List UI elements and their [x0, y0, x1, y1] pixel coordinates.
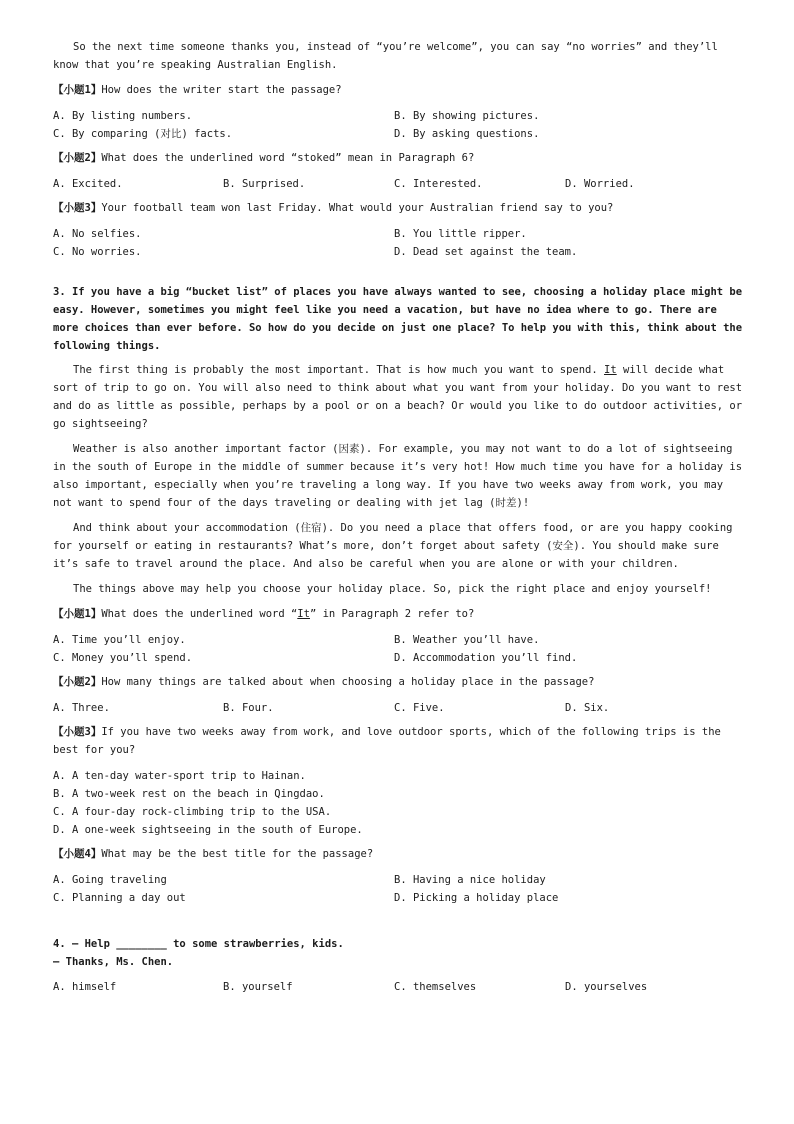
question-2-3 [53, 199, 743, 217]
quoted-word: stoked [297, 152, 336, 164]
option-c: C. Five. [394, 702, 445, 714]
option-a: A. himself [53, 981, 117, 993]
option-a: A. A ten-day water-sport trip to Hainan. [53, 770, 306, 782]
question-tag: 【小题3】 [53, 202, 102, 214]
question-text: What may be the best title for the passage? [101, 848, 374, 860]
exam-page [53, 38, 743, 1002]
question-tag: 【小题3】 [53, 726, 102, 738]
options-3-2 [53, 699, 743, 717]
question-3-2 [53, 673, 743, 691]
option-c: C. No worries. [53, 246, 142, 258]
option-d: D. Picking a holiday place [394, 892, 559, 904]
question-text-post: ” mean in Paragraph 6? [335, 152, 475, 164]
passage-3-paragraph-2 [53, 361, 743, 433]
question-text-pre: What does the underlined word “ [101, 608, 298, 620]
option-c: C. Interested. [394, 178, 483, 190]
options-2-3 [53, 225, 743, 261]
paragraph-text: will decide what sort of trip to go on. You will also need to think about what you want from your holiday. Do you want to rest and do as little as possible, perhaps by a pool or on a beach? Or would you like to do outdoor activities, or go sightseeing? [53, 364, 743, 430]
options-2-1 [53, 107, 743, 143]
question-2-1 [53, 81, 743, 99]
paragraph-text: The first thing is probably the most important. That is how much you want to spend. [73, 364, 605, 376]
option-c: C. By comparing (对比) facts. [53, 128, 233, 140]
passage-3-paragraph-5: The things above may help you choose your holiday place. So, pick the right place and enjoy yourself! [73, 583, 712, 595]
passage-3-paragraph-4: And think about your accommodation (住宿). Do you need a place that offers food, or are you happy cooking for yourself or eating in restaurants? What’s more, don’t forget about safety (安全). You should make sure it’s safe to travel around the place. And also be careful when you are alone or with your children. [53, 522, 733, 570]
option-d: D. Accommodation you’ll find. [394, 652, 578, 664]
option-b: B. Having a nice holiday [394, 874, 546, 886]
passage-closing-paragraph: So the next time someone thanks you, instead of “you’re welcome”, you can say “no worries” and they’ll know that you’re speaking Australian English. [53, 41, 718, 71]
question-text: How many things are talked about when choosing a holiday place in the passage? [101, 676, 595, 688]
underlined-word: It [297, 608, 310, 620]
option-c: C. A four-day rock-climbing trip to the USA. [53, 806, 332, 818]
option-a: A. Time you’ll enjoy. [53, 634, 186, 646]
options-3-4 [53, 871, 743, 907]
options-4 [53, 978, 743, 996]
option-a: A. Going traveling [53, 874, 167, 886]
option-b: B. By showing pictures. [394, 110, 540, 122]
option-b: B. A two-week rest on the beach in Qingdao. [53, 788, 325, 800]
question-text-pre: What does the underlined word “ [101, 152, 298, 164]
underlined-word: It [604, 364, 617, 376]
option-b: B. yourself [223, 981, 293, 993]
question-tag: 【小题4】 [53, 848, 102, 860]
option-c: C. Money you’ll spend. [53, 652, 193, 664]
option-c: C. themselves [394, 981, 477, 993]
option-d: D. Worried. [565, 178, 635, 190]
option-b: B. Weather you’ll have. [394, 634, 540, 646]
question-4-line-2: — Thanks, Ms. Chen. [53, 956, 174, 968]
option-a: A. No selfies. [53, 228, 142, 240]
option-b: B. Four. [223, 702, 274, 714]
question-2-2 [53, 149, 743, 167]
option-d: D. yourselves [565, 981, 648, 993]
question-text: Your football team won last Friday. What would your Australian friend say to you? [101, 202, 614, 214]
question-tag: 【小题2】 [53, 152, 102, 164]
options-3-1 [53, 631, 743, 667]
question-tag: 【小题1】 [53, 608, 102, 620]
option-a: A. Excited. [53, 178, 123, 190]
passage-3-paragraph-3: Weather is also another important factor (因素). For example, you may not want to do a lot of sightseeing in the south of Europe in the middle of summer because it’s very hot! How much time you have for a holiday is also important, especially when you’re traveling a long way. If you have two weeks away from work, you may not want to spend four of the days traveling or dealing with jet lag (时差)! [53, 443, 743, 509]
passage-3-intro: 3. If you have a big “bucket list” of places you have always wanted to see, choosing a holiday place might be easy. However, sometimes you might feel like you need a vacation, but have no idea where to go. There are more choices than ever before. So how do you decide on just one place? To help you with this, think about the following things. [53, 286, 743, 352]
question-3-3 [53, 723, 743, 759]
option-b: B. You little ripper. [394, 228, 527, 240]
question-text: If you have two weeks away from work, and love outdoor sports, which of the following trips is the best for you? [53, 726, 721, 756]
option-a: A. By listing numbers. [53, 110, 193, 122]
option-d: D. By asking questions. [394, 128, 540, 140]
question-3-4 [53, 845, 743, 863]
question-4-line-1: 4. — Help ________ to some strawberries, kids. [53, 938, 344, 950]
options-2-2 [53, 175, 743, 193]
option-d: D. Six. [565, 702, 610, 714]
option-d: D. Dead set against the team. [394, 246, 578, 258]
option-a: A. Three. [53, 702, 110, 714]
question-4-stem [53, 935, 743, 971]
option-d: D. A one-week sightseeing in the south of Europe. [53, 824, 363, 836]
option-c: C. Planning a day out [53, 892, 186, 904]
options-3-3 [53, 767, 743, 839]
question-tag: 【小题1】 [53, 84, 102, 96]
question-3-1 [53, 605, 743, 623]
question-text-post: ” in Paragraph 2 refer to? [309, 608, 475, 620]
question-tag: 【小题2】 [53, 676, 102, 688]
option-b: B. Surprised. [223, 178, 306, 190]
question-text: How does the writer start the passage? [101, 84, 342, 96]
